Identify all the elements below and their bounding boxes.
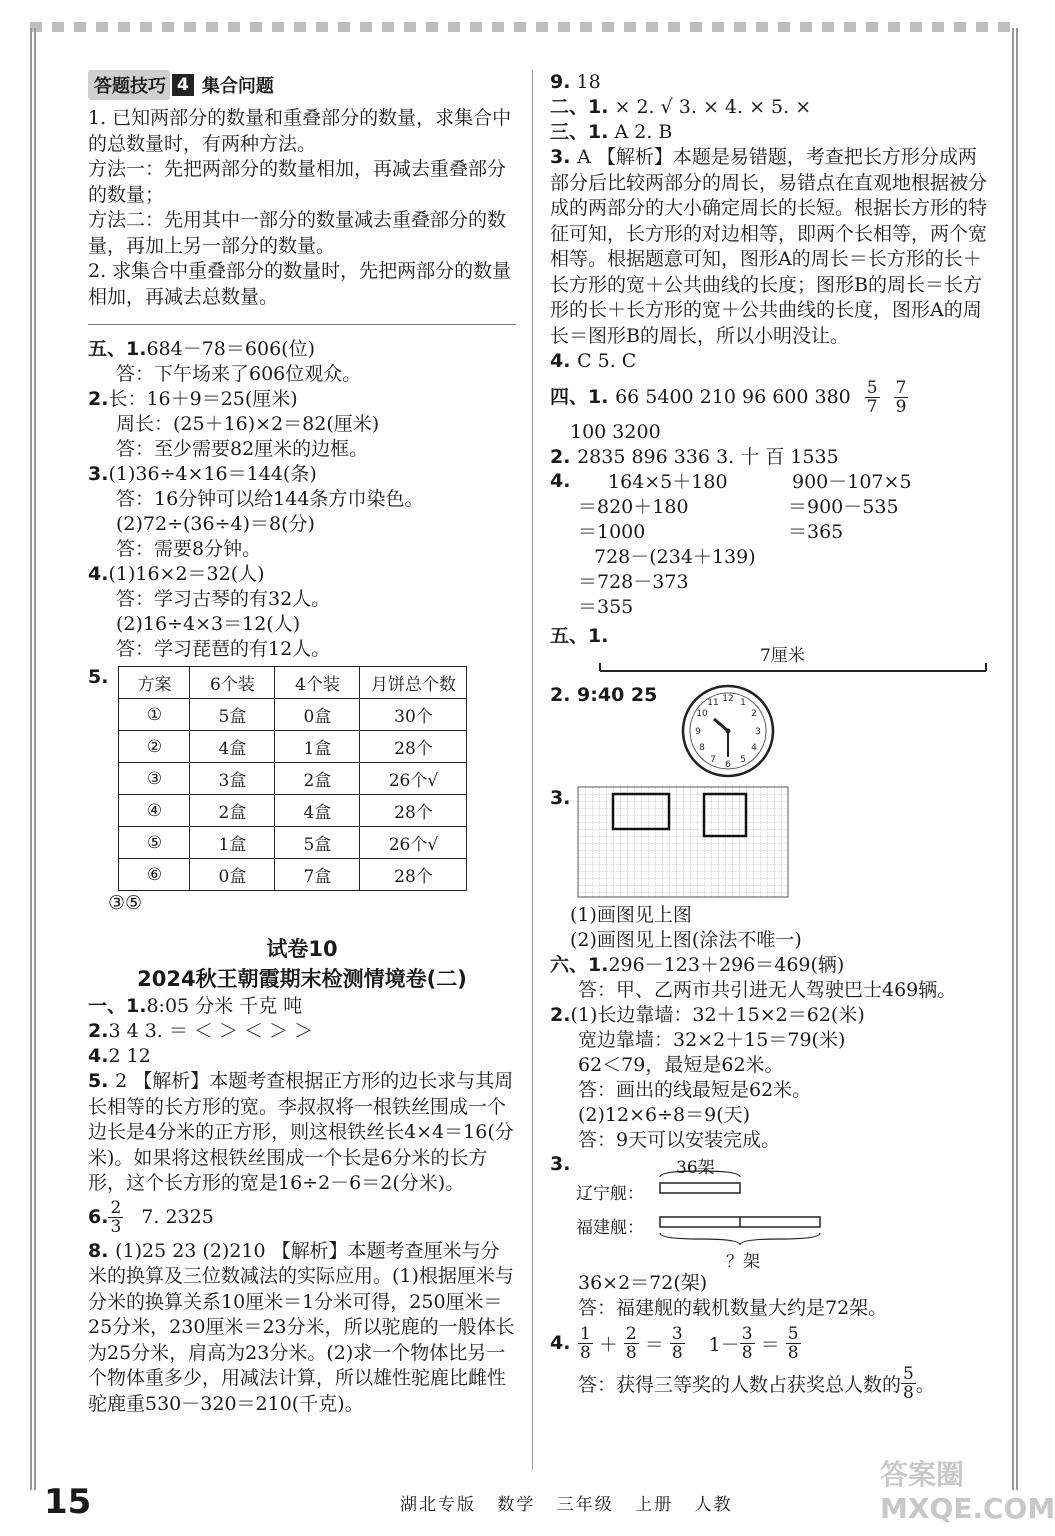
tip-title: 集合问题 <box>201 76 274 97</box>
item-number: 2. <box>550 1004 571 1026</box>
answer-line: 答：需要8分钟。 <box>116 538 262 560</box>
item-number: 4. <box>550 470 571 492</box>
exam-number: 试卷10 <box>266 937 338 961</box>
table-header: 方案 <box>119 667 190 699</box>
answer-line: 100 3200 <box>570 421 661 443</box>
item-number: 4. <box>550 350 578 372</box>
table-cell: ⑥ <box>119 859 190 891</box>
tape-top-label: 36架 <box>676 1158 715 1178</box>
item-number: 六、1. <box>550 954 609 976</box>
table-row <box>119 763 467 795</box>
tape-label-a: 辽宁舰： <box>576 1184 644 1204</box>
item-number: 3. <box>88 463 109 485</box>
svg-text:5: 5 <box>740 755 746 765</box>
plan-table-block <box>88 666 516 891</box>
analysis-text: (1)25 23 (2)210 【解析】本题考查厘米与分米的换算及三位数减法的实际应用。(1)根据厘米与分米的换算关系10厘米＝1分米可得，250厘米＝25分米，230厘米＝23分米，所以驼鹿的一般体长为25分米，肩高为23分米。(2)求一个物体比另一个物体重多少，用减法计算，所以雄性驼鹿比雌性驼鹿重530－320＝210(千克)。 <box>88 1239 515 1415</box>
table-cell: 1盒 <box>190 827 275 859</box>
section-5-answers <box>88 337 516 662</box>
answer-line: 62＜79，最短是62米。 <box>578 1054 784 1076</box>
table-cell: 3盒 <box>190 763 275 795</box>
answer-line: 3 4 3. ＝ ＜ ＞ ＜ ＞ ＞ <box>108 1020 314 1042</box>
answer-line: 2 12 <box>108 1045 151 1067</box>
table-cell: 0盒 <box>190 859 275 891</box>
clock-icon <box>680 683 780 779</box>
tip-line: 方法二：先用其中一部分的数量减去重叠部分的数量，再加上另一部分的数量。 <box>88 209 507 257</box>
answer-line: 2. 9:40 25 <box>550 684 658 706</box>
fraction: $\frac{5}{8}$ <box>787 1323 799 1363</box>
fraction: $\frac{3}{8}$ <box>671 1323 683 1363</box>
answer-line: 周长：(25＋16)×2＝82(厘米) <box>116 413 380 435</box>
fraction: $\frac{2}{8}$ <box>625 1323 637 1363</box>
left-column <box>88 70 516 1417</box>
answer-line: 684－78＝606(位) <box>146 338 315 360</box>
table-cell: 0盒 <box>275 699 360 731</box>
item-number: 5. <box>88 1070 116 1092</box>
item-number: 三、1. <box>550 121 609 143</box>
item-number: 6. <box>88 1206 109 1228</box>
answer-line: 7. 2325 <box>141 1206 214 1228</box>
table-cell: 2盒 <box>190 795 275 827</box>
answer-line: 长：16＋9＝25(厘米) <box>108 388 298 410</box>
table-cell: 4盒 <box>190 731 275 763</box>
answer-line: 18 <box>576 71 601 93</box>
item-number: 3. <box>550 1153 571 1175</box>
answer-line: 宽边靠墙：32×2＋15＝79(米) <box>578 1029 846 1051</box>
answer-line: × 2. √ 3. × 4. × 5. × <box>614 96 812 118</box>
calc-block <box>550 470 990 545</box>
fraction-equation: 4. $\frac{1}{8}$ ＋ $\frac{2}{8}$ ＝ $\frac{3}{8}$ 1－ $\frac{3}{8}$ ＝ $\frac{5}{8}$ <box>550 1323 799 1363</box>
svg-text:7: 7 <box>710 755 716 765</box>
fraction: $\frac{5}{7}$ <box>866 377 878 417</box>
svg-text:3: 3 <box>755 727 761 737</box>
table-row <box>119 731 467 763</box>
table-cell: 7盒 <box>275 859 360 891</box>
answer-line: 答：学习古琴的有32人。 <box>116 588 331 610</box>
right-column <box>550 70 990 1402</box>
item-number: 4. <box>88 1045 109 1067</box>
answer-line: C 5. C <box>577 350 637 372</box>
answer-line: (1)长边靠墙：32＋15×2＝62(米) <box>570 1004 865 1026</box>
section-label: 五、1. <box>550 625 609 647</box>
page-number: 15 <box>44 1482 92 1522</box>
table-answer: ③⑤ <box>108 892 143 914</box>
table-row <box>119 827 467 859</box>
answer-line: 2835 896 336 3. 十 百 1535 <box>577 446 839 468</box>
exam-heading <box>88 934 516 994</box>
answer-line: (2)12×6÷8＝9(天) <box>578 1104 751 1126</box>
svg-text:12: 12 <box>722 694 734 704</box>
watermark: 答案圈 MXQE.COM <box>880 1458 1055 1525</box>
table-cell: 5盒 <box>275 827 360 859</box>
item-number: 9. <box>550 71 571 93</box>
tip-badge: 答题技巧 <box>88 70 170 100</box>
svg-text:2: 2 <box>751 709 757 719</box>
calc-line: ＝728－373 <box>578 571 689 593</box>
calc-line: ＝355 <box>578 596 634 618</box>
clock-block <box>550 683 990 781</box>
answer-line: 8:05 分米 千克 吨 <box>146 995 303 1017</box>
table-header: 6个装 <box>190 667 275 699</box>
item-number: 4. <box>88 563 109 585</box>
calc-block <box>550 545 990 620</box>
calc-line: 164×5＋180 <box>608 471 728 493</box>
grid-drawing <box>578 787 790 899</box>
table-cell: 28个 <box>360 859 467 891</box>
item-number: 四、1. <box>550 385 616 408</box>
table-cell: 1盒 <box>275 731 360 763</box>
answer-line: 答：16分钟可以给144条方巾染色。 <box>116 488 424 510</box>
fraction: $\frac{5}{8}$ <box>903 1364 914 1403</box>
answer-line: 36×2＝72(架) <box>578 1272 708 1294</box>
tape-question-label: ？架 <box>726 1252 760 1272</box>
item-number: 2. <box>88 1020 109 1042</box>
analysis-text: 2 【解析】本题考查根据正方形的边长求与其周长相等的长方形的宽。李叔叔将一根铁丝围成一个边长是4分米的正方形，则这根铁丝长4×4＝16(分米)。如果将这根铁丝围成一个长是6分米的长方形，这个长方形的宽是16÷2－6＝2(分米)。 <box>88 1070 514 1194</box>
item-number: 5. <box>88 666 109 688</box>
tip-box <box>88 70 516 325</box>
table-cell: 4盒 <box>275 795 360 827</box>
plan-table <box>118 666 467 891</box>
table-header-row <box>119 667 467 699</box>
item-number: 一、1. <box>88 995 147 1017</box>
tip-line: 1. 已知两部分的数量和重叠部分的数量，求集合中的总数量时，有两种方法。 <box>88 107 512 155</box>
table-cell: 28个 <box>360 795 467 827</box>
answer-line: 答：至少需要82厘米的边框。 <box>116 438 369 460</box>
table-row <box>119 699 467 731</box>
answer-line: 296－123＋296＝469(辆) <box>608 954 845 976</box>
svg-text:10: 10 <box>696 709 708 719</box>
grid-drawing-block <box>550 787 990 903</box>
table-cell: ② <box>119 731 190 763</box>
calc-line: 900－107×5 <box>792 471 912 493</box>
fraction: $\frac{3}{8}$ <box>741 1323 753 1363</box>
table-cell: 28个 <box>360 731 467 763</box>
table-row <box>119 795 467 827</box>
table-row <box>119 859 467 891</box>
svg-text:8: 8 <box>699 743 705 753</box>
tip-number: 4 <box>172 74 194 96</box>
tape-diagram <box>550 1153 990 1271</box>
tip-header <box>88 70 516 100</box>
tip-line: 方法一：先把两部分的数量相加，再减去重叠部分的数量； <box>88 158 507 206</box>
svg-text:11: 11 <box>707 698 719 708</box>
segment-figure <box>550 646 990 683</box>
table-cell: 26个√ <box>360 763 467 795</box>
answer-line: 答：获得三等奖的人数占获奖总人数的 <box>578 1374 902 1396</box>
table-cell: 30个 <box>360 699 467 731</box>
svg-text:1: 1 <box>740 698 746 708</box>
item-number: 二、1. <box>550 96 609 118</box>
table-cell: ① <box>119 699 190 731</box>
footer-info: 湖北专版 数学 三年级 上册 人教 <box>400 1495 733 1515</box>
item-number: 2. <box>88 388 109 410</box>
answer-line: A 2. B <box>614 121 673 143</box>
table-header: 月饼总个数 <box>360 667 467 699</box>
item-number: 3. <box>550 146 578 168</box>
item-number: 2. <box>550 446 578 468</box>
item-number: 3. <box>550 787 571 809</box>
final-answer: 答：获得三等奖的人数占获奖总人数的 $\frac{5}{8}$ 。 <box>578 1364 935 1403</box>
answer-line: 答：福建舰的载机数量大约是72架。 <box>578 1297 888 1319</box>
section-1-answers <box>88 994 516 1417</box>
calc-line: ＝820＋180 <box>578 496 689 518</box>
line-segment <box>550 659 990 689</box>
exam-title: 2024秋王朝霞期末检测情境卷(二) <box>137 967 467 991</box>
calc-line: 728－(234＋139) <box>594 546 756 568</box>
fraction: $\frac{1}{8}$ <box>580 1323 591 1363</box>
tip-line: 2. 求集合中重叠部分的数量时，先把两部分的数量相加，再减去总数量。 <box>88 260 512 308</box>
answer-line: (2)72÷(36÷4)＝8(分) <box>116 513 315 535</box>
answer-line: (2)16÷4×3＝12(人) <box>116 613 301 635</box>
answer-line: 答：9天可以安装完成。 <box>578 1129 781 1151</box>
answer-line: (1)36÷4×16＝144(条) <box>108 463 317 485</box>
calc-line: ＝365 <box>788 521 844 543</box>
answer-line: 答：学习琵琶的有12人。 <box>116 638 331 660</box>
item-number: 4. <box>550 1332 571 1354</box>
table-cell: 5盒 <box>190 699 275 731</box>
table-cell: ④ <box>119 795 190 827</box>
answer-line: 答：画出的线最短是62米。 <box>578 1079 812 1101</box>
analysis-text: A 【解析】本题是易错题，考查把长方形分成两部分后比较两部分的周长，易错点在直观地根据被分成的两部分的大小确定周长的长短。根据长方形的特征可知，长方形的对边相等，即两个长相等，两个宽相等。根据题意可知，图形A的周长＝长方形的长＋长方形的宽＋公共曲线的长度；图形B的周长＝长方形的长＋长方形的宽＋公共曲线的长度，图形A的周长＝图形B的周长，所以小明没让。 <box>550 146 988 347</box>
svg-text:6: 6 <box>725 760 731 770</box>
column-divider <box>532 70 533 1470</box>
svg-text:4: 4 <box>751 743 757 753</box>
answer-line: (2)画图见上图(涂法不唯一) <box>570 929 802 951</box>
table-cell: ③ <box>119 763 190 795</box>
segment-label: 7厘米 <box>760 646 805 666</box>
answer-line: 答：下午场来了606位观众。 <box>116 363 362 385</box>
calc-line: ＝900－535 <box>788 496 899 518</box>
tape-bars <box>550 1153 990 1271</box>
fraction: $\frac{2}{3}$ <box>110 1198 122 1237</box>
answer-line: 66 5400 210 96 600 380 <box>615 385 851 408</box>
svg-text:9: 9 <box>695 727 701 737</box>
answer-line: (1)画图见上图 <box>570 904 692 926</box>
table-cell: 2盒 <box>275 763 360 795</box>
item-number: 五、1. <box>88 338 147 360</box>
calc-line: ＝1000 <box>578 521 646 543</box>
table-cell: ⑤ <box>119 827 190 859</box>
item-number: 8. <box>88 1239 116 1262</box>
tape-label-b: 福建舰： <box>576 1218 644 1238</box>
table-header: 4个装 <box>275 667 360 699</box>
fraction: $\frac{7}{9}$ <box>895 377 907 417</box>
answer-line: (1)16×2＝32(人) <box>108 563 265 585</box>
table-cell: 26个√ <box>360 827 467 859</box>
answer-line: 答：甲、乙两市共引进无人驾驶巴士469辆。 <box>578 979 957 1001</box>
